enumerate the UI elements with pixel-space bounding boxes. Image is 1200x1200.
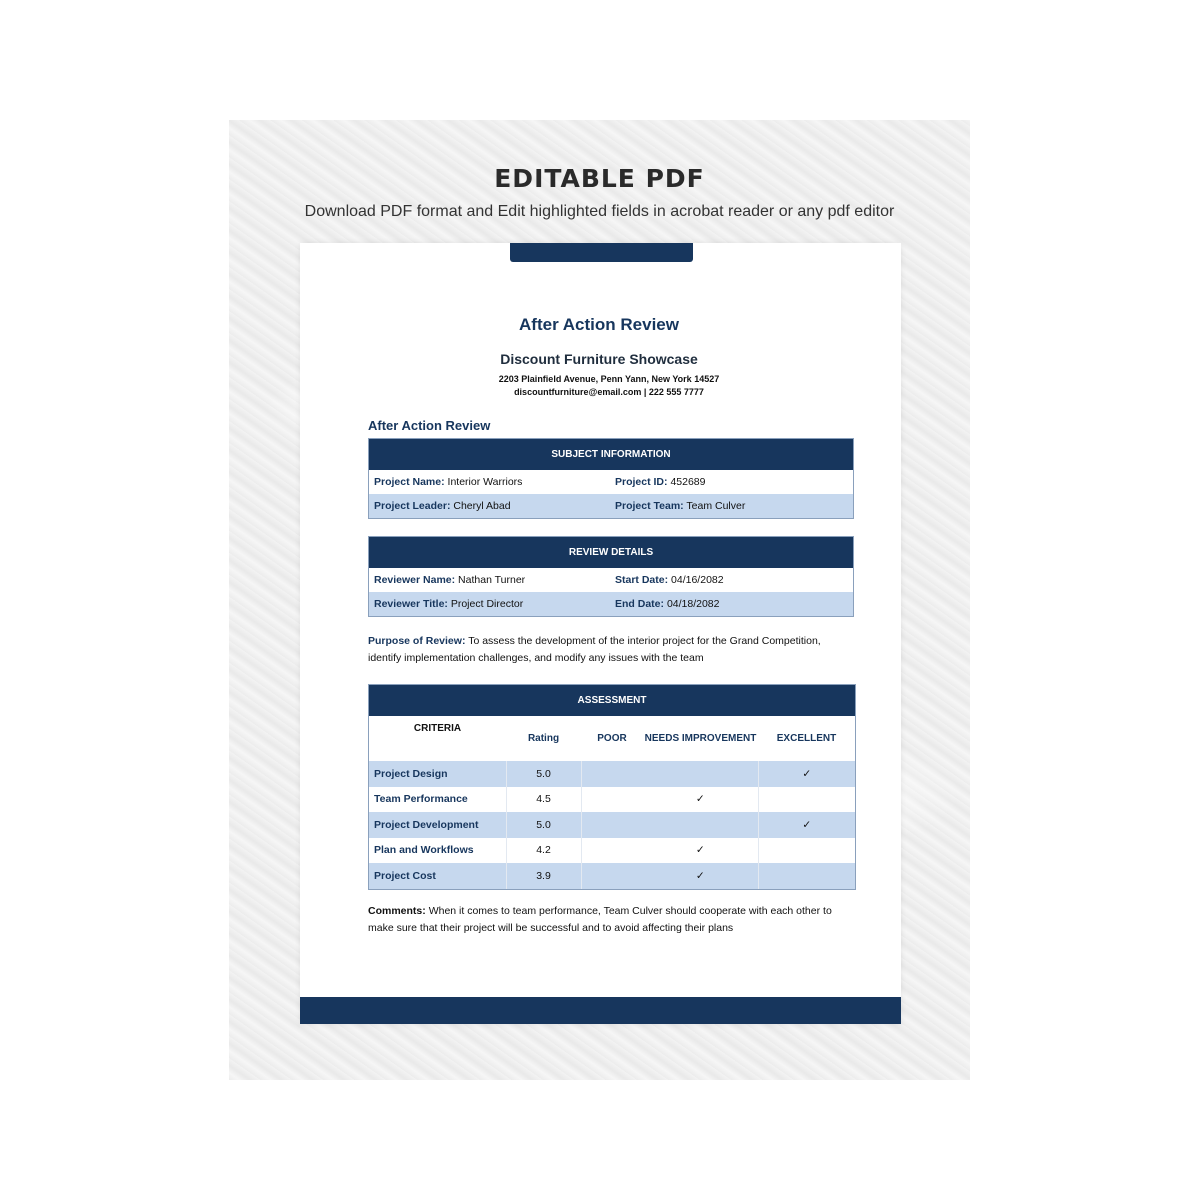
needs-improvement-check-icon[interactable]: ✓ — [643, 863, 758, 889]
needs-improvement-check-icon[interactable]: ✓ — [695, 793, 705, 806]
company-address: 2203 Plainfield Avenue, Penn Yann, New York 14527 — [498, 374, 720, 384]
table-row — [369, 761, 855, 787]
criteria-column-header: CRITERIA — [413, 723, 462, 734]
subject-information-table — [368, 438, 854, 519]
field-label: Reviewer Title: — [374, 598, 448, 610]
excellent-cell[interactable] — [758, 863, 855, 889]
project-leader-field[interactable] — [369, 500, 610, 512]
rating-column-header: Rating — [527, 733, 560, 744]
comments-text: When it comes to team performance, Team Culver should cooperate with each other to make sure that their project will be successful and to avoid affecting their plans — [368, 905, 832, 934]
table-row — [369, 863, 855, 889]
assessment-header: ASSESSMENT — [369, 685, 855, 716]
criteria-name: Project Design — [369, 761, 506, 787]
field-label: Reviewer Name: — [374, 574, 456, 586]
banner-subtitle: Download PDF format and Edit highlighted fields in acrobat reader or any pdf editor — [304, 203, 895, 220]
comments-field[interactable] — [368, 903, 854, 937]
field-value: 452689 — [670, 476, 706, 488]
rating-value[interactable]: 4.2 — [506, 838, 581, 864]
purpose-of-review-field[interactable] — [368, 633, 854, 667]
field-value: Project Director — [450, 598, 524, 610]
rating-value[interactable]: 5.0 — [506, 761, 581, 787]
poor-cell[interactable] — [581, 863, 643, 889]
assessment-table — [368, 684, 856, 890]
needs-improvement-column-header: NEEDS IMPROVEMENT — [644, 733, 757, 744]
bottom-bar-decoration — [300, 997, 901, 1024]
excellent-check-icon[interactable]: ✓ — [758, 812, 855, 838]
field-value: Team Culver — [686, 500, 746, 512]
field-value: Cheryl Abad — [453, 500, 511, 512]
rating-value[interactable]: 5.0 — [506, 812, 581, 838]
assessment-column-headers — [369, 716, 855, 761]
field-label: Start Date: — [615, 574, 669, 586]
purpose-label: Purpose of Review: — [368, 635, 466, 647]
field-value: Interior Warriors — [447, 476, 523, 488]
document-title: After Action Review — [519, 315, 679, 334]
excellent-column-header: EXCELLENT — [776, 733, 837, 744]
field-value: 04/18/2082 — [666, 598, 720, 610]
poor-cell[interactable] — [581, 761, 643, 787]
comments-label: Comments: — [368, 905, 426, 917]
company-name: Discount Furniture Showcase — [500, 351, 698, 367]
poor-cell[interactable] — [581, 787, 643, 813]
table-row — [369, 470, 853, 494]
project-id-field[interactable] — [610, 476, 851, 488]
table-row — [369, 592, 853, 616]
table-row — [369, 494, 853, 518]
section-heading: After Action Review — [368, 418, 491, 433]
table-row — [369, 812, 855, 838]
field-label: Project Leader: — [374, 500, 451, 512]
rating-value[interactable]: 3.9 — [506, 863, 581, 889]
poor-column-header: POOR — [597, 733, 627, 744]
excellent-cell[interactable] — [758, 787, 855, 813]
rating-value[interactable]: 4.5 — [506, 787, 581, 813]
needs-improvement-cell[interactable] — [643, 761, 758, 787]
table-row — [369, 787, 855, 813]
poor-cell[interactable] — [581, 812, 643, 838]
field-value: Nathan Turner — [458, 574, 526, 586]
top-tab-decoration — [510, 243, 693, 262]
banner-title: EDITABLE PDF — [494, 164, 705, 193]
review-details-header: REVIEW DETAILS — [369, 537, 853, 568]
start-date-field[interactable] — [610, 574, 851, 586]
needs-improvement-cell[interactable] — [643, 812, 758, 838]
review-details-table — [368, 536, 854, 617]
criteria-name: Project Cost — [369, 863, 506, 889]
reviewer-title-field[interactable] — [369, 598, 610, 610]
project-name-field[interactable] — [369, 476, 610, 488]
field-value: 04/16/2082 — [671, 574, 724, 586]
needs-improvement-check-icon[interactable]: ✓ — [695, 844, 705, 857]
field-label: Project ID: — [615, 476, 668, 488]
end-date-field[interactable] — [610, 598, 851, 610]
company-contact: discountfurniture@email.com | 222 555 7777 — [514, 387, 704, 397]
document-page — [300, 243, 901, 1024]
poor-cell[interactable] — [581, 838, 643, 864]
reviewer-name-field[interactable] — [369, 574, 610, 586]
table-row — [369, 838, 855, 864]
field-label: Project Team: — [615, 500, 684, 512]
excellent-cell[interactable] — [758, 838, 855, 864]
excellent-check-icon[interactable]: ✓ — [758, 761, 855, 787]
subject-information-header: SUBJECT INFORMATION — [369, 439, 853, 470]
criteria-name: Project Development — [369, 812, 506, 838]
field-label: Project Name: — [374, 476, 445, 488]
project-team-field[interactable] — [610, 500, 851, 512]
purpose-text: To assess the development of the interior project for the Grand Competition, identify implementation challenges, and modify any issues with the team — [368, 635, 821, 664]
table-row — [369, 568, 853, 592]
criteria-name: Plan and Workflows — [374, 844, 474, 857]
field-label: End Date: — [615, 598, 665, 610]
criteria-name: Team Performance — [374, 793, 468, 806]
